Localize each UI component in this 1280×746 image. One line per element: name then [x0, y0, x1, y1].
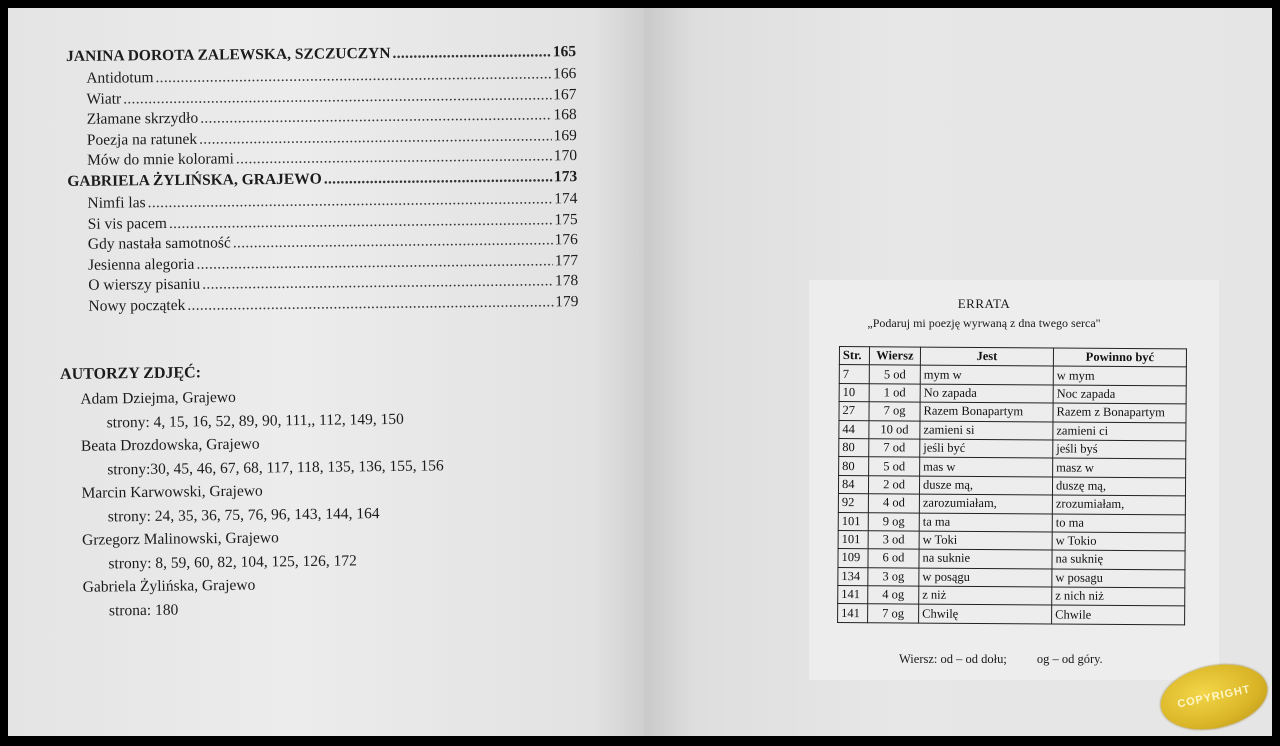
col-header-wiersz: Wiersz — [869, 347, 920, 366]
photo-author-name: Gabriela Żylińska, Grajewo — [82, 576, 256, 596]
errata-cell-str: 80 — [839, 457, 869, 476]
errata-cell-wiersz: 2 od — [868, 475, 919, 494]
errata-row — [839, 420, 1186, 441]
errata-cell-powinno: duszę mą, — [1052, 477, 1185, 496]
photo-credits-heading: AUTORZY ZDJĘĆ: — [60, 364, 202, 383]
photo-author-pages: strony: 4, 15, 16, 52, 89, 90, 111,, 112, 149, 150 — [106, 410, 404, 432]
toc-page-number: 166 — [552, 65, 577, 83]
toc-title: Nimfi las — [87, 194, 146, 212]
toc-page-number: 176 — [554, 231, 578, 249]
errata-table — [837, 346, 1187, 625]
errata-row — [838, 530, 1185, 551]
errata-cell-powinno: Chwile — [1052, 605, 1185, 624]
errata-cell-str: 101 — [838, 530, 868, 549]
errata-cell-jest: w posągu — [919, 568, 1052, 587]
errata-cell-wiersz: 6 od — [868, 549, 919, 568]
errata-title: ERRATA — [957, 296, 1011, 311]
errata-cell-powinno: na suknię — [1052, 550, 1185, 569]
errata-cell-wiersz: 4 od — [868, 494, 919, 513]
errata-cell-str: 134 — [838, 567, 868, 586]
photo-author-pages: strony: 8, 59, 60, 82, 104, 125, 126, 172 — [108, 552, 357, 573]
errata-legend — [899, 652, 1103, 667]
errata-cell-jest: mym w — [920, 365, 1053, 384]
toc-leader-dots — [324, 168, 552, 188]
errata-cell-str: 44 — [839, 420, 869, 439]
photo-author-name: Beata Drozdowska, Grajewo — [80, 435, 260, 455]
left-page — [8, 8, 644, 736]
toc-page-number: 165 — [552, 43, 577, 61]
errata-cell-powinno: jeśli byś — [1053, 440, 1186, 459]
toc-title: Si vis pacem — [87, 214, 167, 233]
errata-cell-jest: z niż — [919, 586, 1052, 605]
errata-row — [839, 438, 1186, 459]
toc-title: JANINA DOROTA ZALEWSKA, SZCZUCZYN — [66, 44, 391, 65]
legend-od: Wiersz: od – od dołu; — [899, 652, 1007, 666]
errata-cell-str: 7 — [839, 365, 869, 384]
toc-page-number: 167 — [553, 85, 577, 103]
toc-leader-dots — [196, 252, 553, 273]
toc-page-number: 169 — [553, 126, 577, 145]
toc-page-number: 173 — [553, 168, 578, 186]
photo-author-name: Adam Dziejma, Grajewo — [80, 388, 236, 408]
errata-cell-str: 101 — [838, 512, 868, 531]
errata-cell-jest: na suknie — [919, 549, 1052, 568]
errata-cell-powinno: Noc zapada — [1053, 385, 1186, 404]
toc-title: Złamane skrzydło — [86, 109, 199, 128]
errata-header-row — [839, 347, 1186, 368]
toc-leader-dots — [199, 127, 552, 148]
errata-cell-jest: w Toki — [919, 531, 1052, 550]
photo-author-pages: strony:30, 45, 46, 67, 68, 117, 118, 135, 136, 155, 156 — [107, 457, 444, 479]
errata-subtitle: „Podaruj mi poezję wyrwaną z dna twego serca" — [867, 316, 1101, 330]
toc-title: Nowy początek — [88, 296, 186, 315]
errata-row — [838, 604, 1185, 625]
errata-row — [839, 402, 1186, 423]
errata-cell-powinno: zrozumiałam, — [1052, 495, 1185, 514]
errata-row — [838, 549, 1185, 570]
errata-row — [838, 475, 1185, 496]
col-header-str: Str. — [839, 347, 869, 366]
toc-page-number: 178 — [554, 272, 579, 290]
toc-leader-dots — [202, 273, 553, 294]
errata-cell-str: 84 — [838, 475, 868, 494]
errata-row — [839, 383, 1186, 404]
errata-cell-str: 27 — [839, 402, 869, 421]
toc-leader-dots — [187, 293, 553, 315]
toc-title: Antidotum — [86, 69, 154, 87]
errata-cell-powinno: w posagu — [1052, 569, 1185, 588]
errata-cell-str: 80 — [839, 438, 869, 457]
toc-title: Poezja na ratunek — [86, 130, 198, 149]
errata-cell-jest: mas w — [920, 457, 1053, 476]
toc-title: GABRIELA ŻYLIŃSKA, GRAJEWO — [67, 170, 322, 190]
errata-row — [839, 457, 1186, 478]
toc-page-number: 175 — [554, 210, 578, 228]
toc-leader-dots — [155, 65, 551, 87]
col-header-jest: Jest — [920, 347, 1053, 366]
errata-cell-wiersz: 5 od — [869, 457, 920, 476]
errata-cell-str: 141 — [838, 586, 868, 605]
errata-cell-wiersz: 4 og — [868, 586, 919, 605]
errata-cell-powinno: z nich niż — [1052, 587, 1185, 606]
table-of-contents — [66, 43, 579, 318]
errata-cell-jest: zarozumiałam, — [919, 494, 1052, 513]
errata-cell-jest: Razem Bonapartym — [920, 402, 1053, 421]
errata-cell-wiersz: 10 od — [869, 420, 920, 439]
errata-cell-str: 109 — [838, 549, 868, 568]
toc-leader-dots — [233, 231, 553, 252]
toc-leader-dots — [148, 190, 553, 212]
errata-cell-wiersz: 7 od — [869, 439, 920, 458]
errata-cell-jest: No zapada — [920, 384, 1053, 403]
toc-page-number: 170 — [553, 147, 578, 165]
toc-leader-dots — [169, 211, 553, 233]
legend-og: og – od góry. — [1036, 652, 1103, 666]
errata-cell-str: 92 — [838, 494, 868, 513]
toc-title: Wiatr — [86, 90, 122, 108]
photo-author-pages: strona: 180 — [108, 601, 179, 620]
errata-cell-wiersz: 7 og — [869, 402, 920, 421]
errata-cell-jest: dusze mą, — [919, 476, 1052, 495]
errata-cell-powinno: zamieni ci — [1053, 422, 1186, 441]
errata-cell-str: 10 — [839, 383, 869, 402]
errata-cell-str: 141 — [838, 604, 868, 623]
errata-row — [838, 586, 1185, 607]
errata-cell-jest: Chwilę — [919, 605, 1052, 624]
toc-poem-row — [68, 293, 578, 318]
errata-cell-jest: ta ma — [919, 513, 1052, 532]
errata-cell-wiersz: 1 od — [869, 383, 920, 402]
errata-cell-wiersz: 3 og — [868, 567, 919, 586]
toc-page-number: 179 — [555, 293, 579, 311]
errata-cell-jest: zamieni si — [920, 421, 1053, 440]
errata-cell-powinno: w Tokio — [1052, 532, 1185, 551]
toc-leader-dots — [123, 86, 551, 108]
toc-title: Mów do mnie kolorami — [87, 150, 234, 170]
toc-leader-dots — [236, 148, 552, 169]
toc-page-number: 174 — [554, 190, 578, 208]
toc-title: O wierszy pisaniu — [88, 276, 201, 295]
toc-page-number: 177 — [554, 251, 579, 270]
toc-leader-dots — [392, 43, 550, 63]
errata-row — [839, 365, 1186, 386]
toc-page-number: 168 — [553, 106, 577, 124]
copyright-stamp-text: COPYRIGHT — [1176, 683, 1252, 711]
toc-leader-dots — [200, 107, 551, 128]
toc-title: Jesienna alegoria — [88, 255, 195, 274]
errata-cell-wiersz: 9 og — [868, 512, 919, 531]
col-header-powinno: Powinno być — [1053, 348, 1186, 367]
errata-slip — [809, 280, 1219, 680]
errata-row — [838, 567, 1185, 588]
errata-cell-wiersz: 5 od — [869, 365, 920, 384]
errata-cell-powinno: masz w — [1053, 458, 1186, 477]
errata-row — [838, 494, 1185, 515]
photo-author-pages: strony: 24, 35, 36, 75, 76, 96, 143, 144, 164 — [107, 505, 380, 526]
toc-title: Gdy nastała samotność — [87, 234, 231, 253]
errata-cell-powinno: Razem z Bonapartym — [1053, 403, 1186, 422]
errata-cell-jest: jeśli być — [920, 439, 1053, 458]
errata-cell-powinno: w mym — [1053, 366, 1186, 385]
photo-author-name: Grzegorz Malinowski, Grajewo — [82, 529, 279, 549]
errata-cell-powinno: to ma — [1052, 514, 1185, 533]
errata-row — [838, 512, 1185, 533]
photo-credits-list — [60, 382, 533, 623]
photo-credits — [60, 360, 533, 623]
errata-cell-wiersz: 3 od — [868, 531, 919, 550]
right-page — [644, 8, 1272, 736]
errata-cell-wiersz: 7 og — [868, 604, 919, 623]
photo-author-name: Marcin Karwowski, Grajewo — [81, 482, 263, 502]
